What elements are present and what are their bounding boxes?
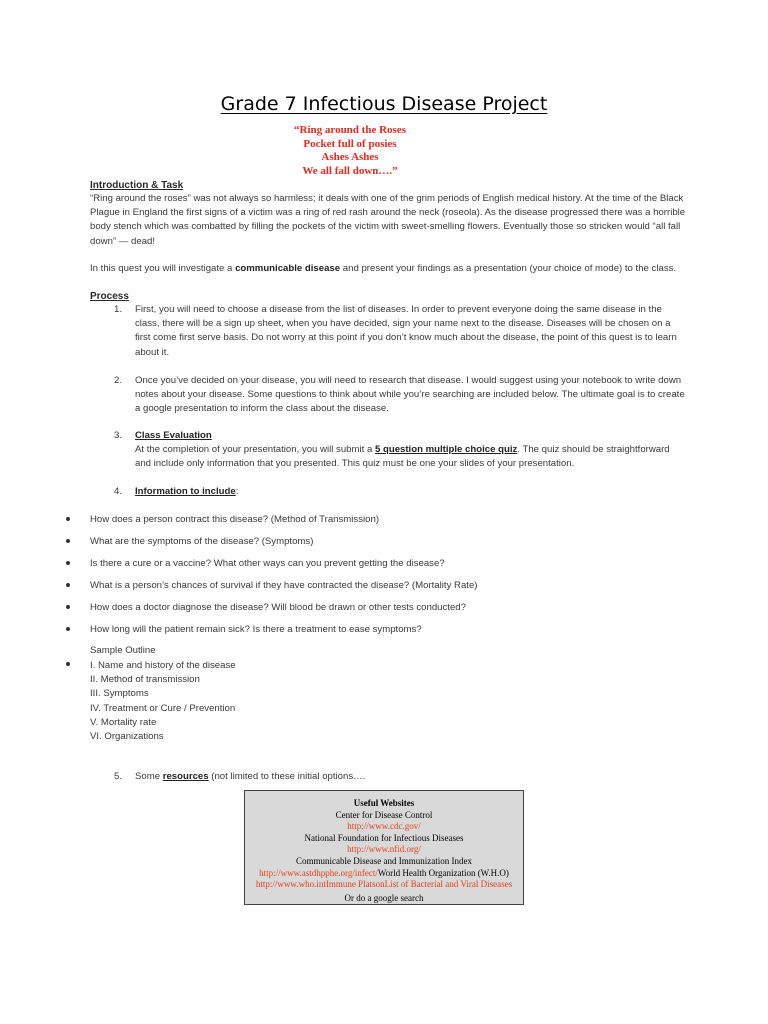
useful-websites-box: [244, 790, 524, 905]
intro-heading: Introduction & Task: [90, 180, 184, 191]
nfid-name: National Foundation for Infectious Diseases: [304, 832, 464, 843]
cdii-name: Communicable Disease and Immunization Index: [296, 855, 472, 866]
step-3-number: 3.: [114, 430, 123, 441]
google-search-note: Or do a google search: [344, 892, 424, 903]
outline-list: [90, 659, 236, 744]
information-to-include-heading: Information to include: [135, 486, 236, 497]
question-item: Is there a cure or a vaccine? What other ways can you prevent getting the disease?: [90, 558, 445, 569]
bullet-dot: [66, 583, 70, 587]
poem-line-1: “Ring around the Roses: [294, 124, 406, 136]
class-evaluation-heading: Class Evaluation: [135, 430, 212, 441]
communicable-disease-term: communicable disease: [235, 263, 341, 274]
bullet-dot: [66, 605, 70, 609]
poem-line-2: Pocket full of posies: [303, 137, 397, 150]
step-2-text: Once you’ve decided on your disease, you will need to research that disease. I would suggest using your notebook to write down notes about your disease. Some questions to think about while you’re searching are included below. The ultimate goal is to create a google presentation to inform the class about the disease.: [135, 375, 685, 415]
step-5-text: Some resources (not limited to these initial options….: [135, 771, 366, 782]
sample-outline-heading: Sample Outline: [90, 645, 156, 656]
outline-item: IV. Treatment or Cure / Prevention: [90, 702, 236, 714]
bullet-dot: [66, 517, 70, 521]
bullet-dot: [66, 627, 70, 631]
intro-line-4: down” — dead!: [90, 235, 156, 247]
bullet-dot: [66, 561, 70, 565]
cdii-link[interactable]: http://www.astdhpphe.org/infect/: [259, 867, 378, 878]
poem-block: [190, 124, 510, 178]
step-4-text: Information to include:: [135, 486, 239, 497]
intro-line-2: Plague in England the first signs of a victim was a ring of red rash around the neck (roseola). As the disease progressed there was a horrible: [90, 207, 686, 219]
question-item: What are the symptoms of the disease? (Symptoms): [90, 536, 314, 547]
step-1-text: First, you will need to choose a disease from the list of diseases. In order to prevent everyone doing the same disease in the class, there will be a sign up sheet, when you have decided, sign your name next to the disease. Diseases will be chosen on a first come first serve basis. Do not worry at this point if you don’t know much about the disease, the point of this quest is to learn about it.: [135, 304, 677, 358]
outline-item: III. Symptoms: [90, 688, 149, 700]
intro-paragraph: [90, 192, 685, 249]
intro-line-1: “Ring around the roses” was not always so harmless; it deals with one of the grim periods of English medical history. At the time of the Black: [90, 193, 684, 204]
poem-line-4: We all fall down….”: [302, 164, 398, 177]
outline-item: I. Name and history of the disease: [90, 660, 236, 671]
outline-item: VI. Organizations: [90, 731, 164, 743]
step-3-text: Class Evaluation At the completion of your presentation, you will submit a 5 question multiple choice quiz. The quiz should be straightforward and include only information that you presented. This quiz must be one your slides of your presentation.: [135, 430, 670, 470]
quest-paragraph: In this quest you will investigate a communicable disease and present your findings as a presentation (your choice of mode) to the class.: [90, 263, 677, 274]
cdc-name: Center for Disease Control: [335, 809, 433, 820]
outline-item: II. Method of transmission: [90, 674, 200, 686]
step-4-number: 4.: [114, 486, 123, 497]
step-1-number: 1.: [114, 304, 123, 315]
bullet-dot: [66, 662, 70, 666]
cdc-link[interactable]: http://www.cdc.gov/: [347, 821, 421, 832]
step-2-number: 2.: [114, 375, 123, 386]
question-item: How does a doctor diagnose the disease? Will blood be drawn or other tests conducted?: [90, 602, 466, 613]
question-item: How does a person contract this disease? (Method of Transmission): [90, 514, 380, 525]
nfid-link[interactable]: http://www.nfid.org/: [347, 844, 421, 855]
process-heading: Process: [90, 291, 129, 302]
who-name: World Health Organization (W.H.O): [377, 867, 509, 878]
useful-websites-heading: Useful Websites: [353, 798, 415, 808]
resources-term: resources: [162, 771, 209, 782]
poem-line-3: Ashes Ashes: [321, 151, 379, 163]
page-title: Grade 7 Infectious Disease Project: [220, 93, 548, 115]
who-link[interactable]: http://www.who.intImmune PlatsonList of Bacterial and Viral Diseases: [255, 879, 513, 890]
intro-line-3: body stench which was combatted by filling the pockets of the victim with sweet-smelling flowers. Eventually those so stricken would “all fall: [90, 221, 681, 233]
step-5-number: 5.: [114, 771, 123, 782]
bullet-dot: [66, 539, 70, 543]
question-item: What is a person’s chances of survival if they have contracted the disease? (Mortality Rate): [90, 580, 478, 591]
quiz-term: 5 question multiple choice quiz: [374, 444, 518, 456]
question-item: How long will the patient remain sick? Is there a treatment to ease symptoms?: [90, 624, 422, 635]
outline-item: V. Mortality rate: [90, 716, 157, 728]
